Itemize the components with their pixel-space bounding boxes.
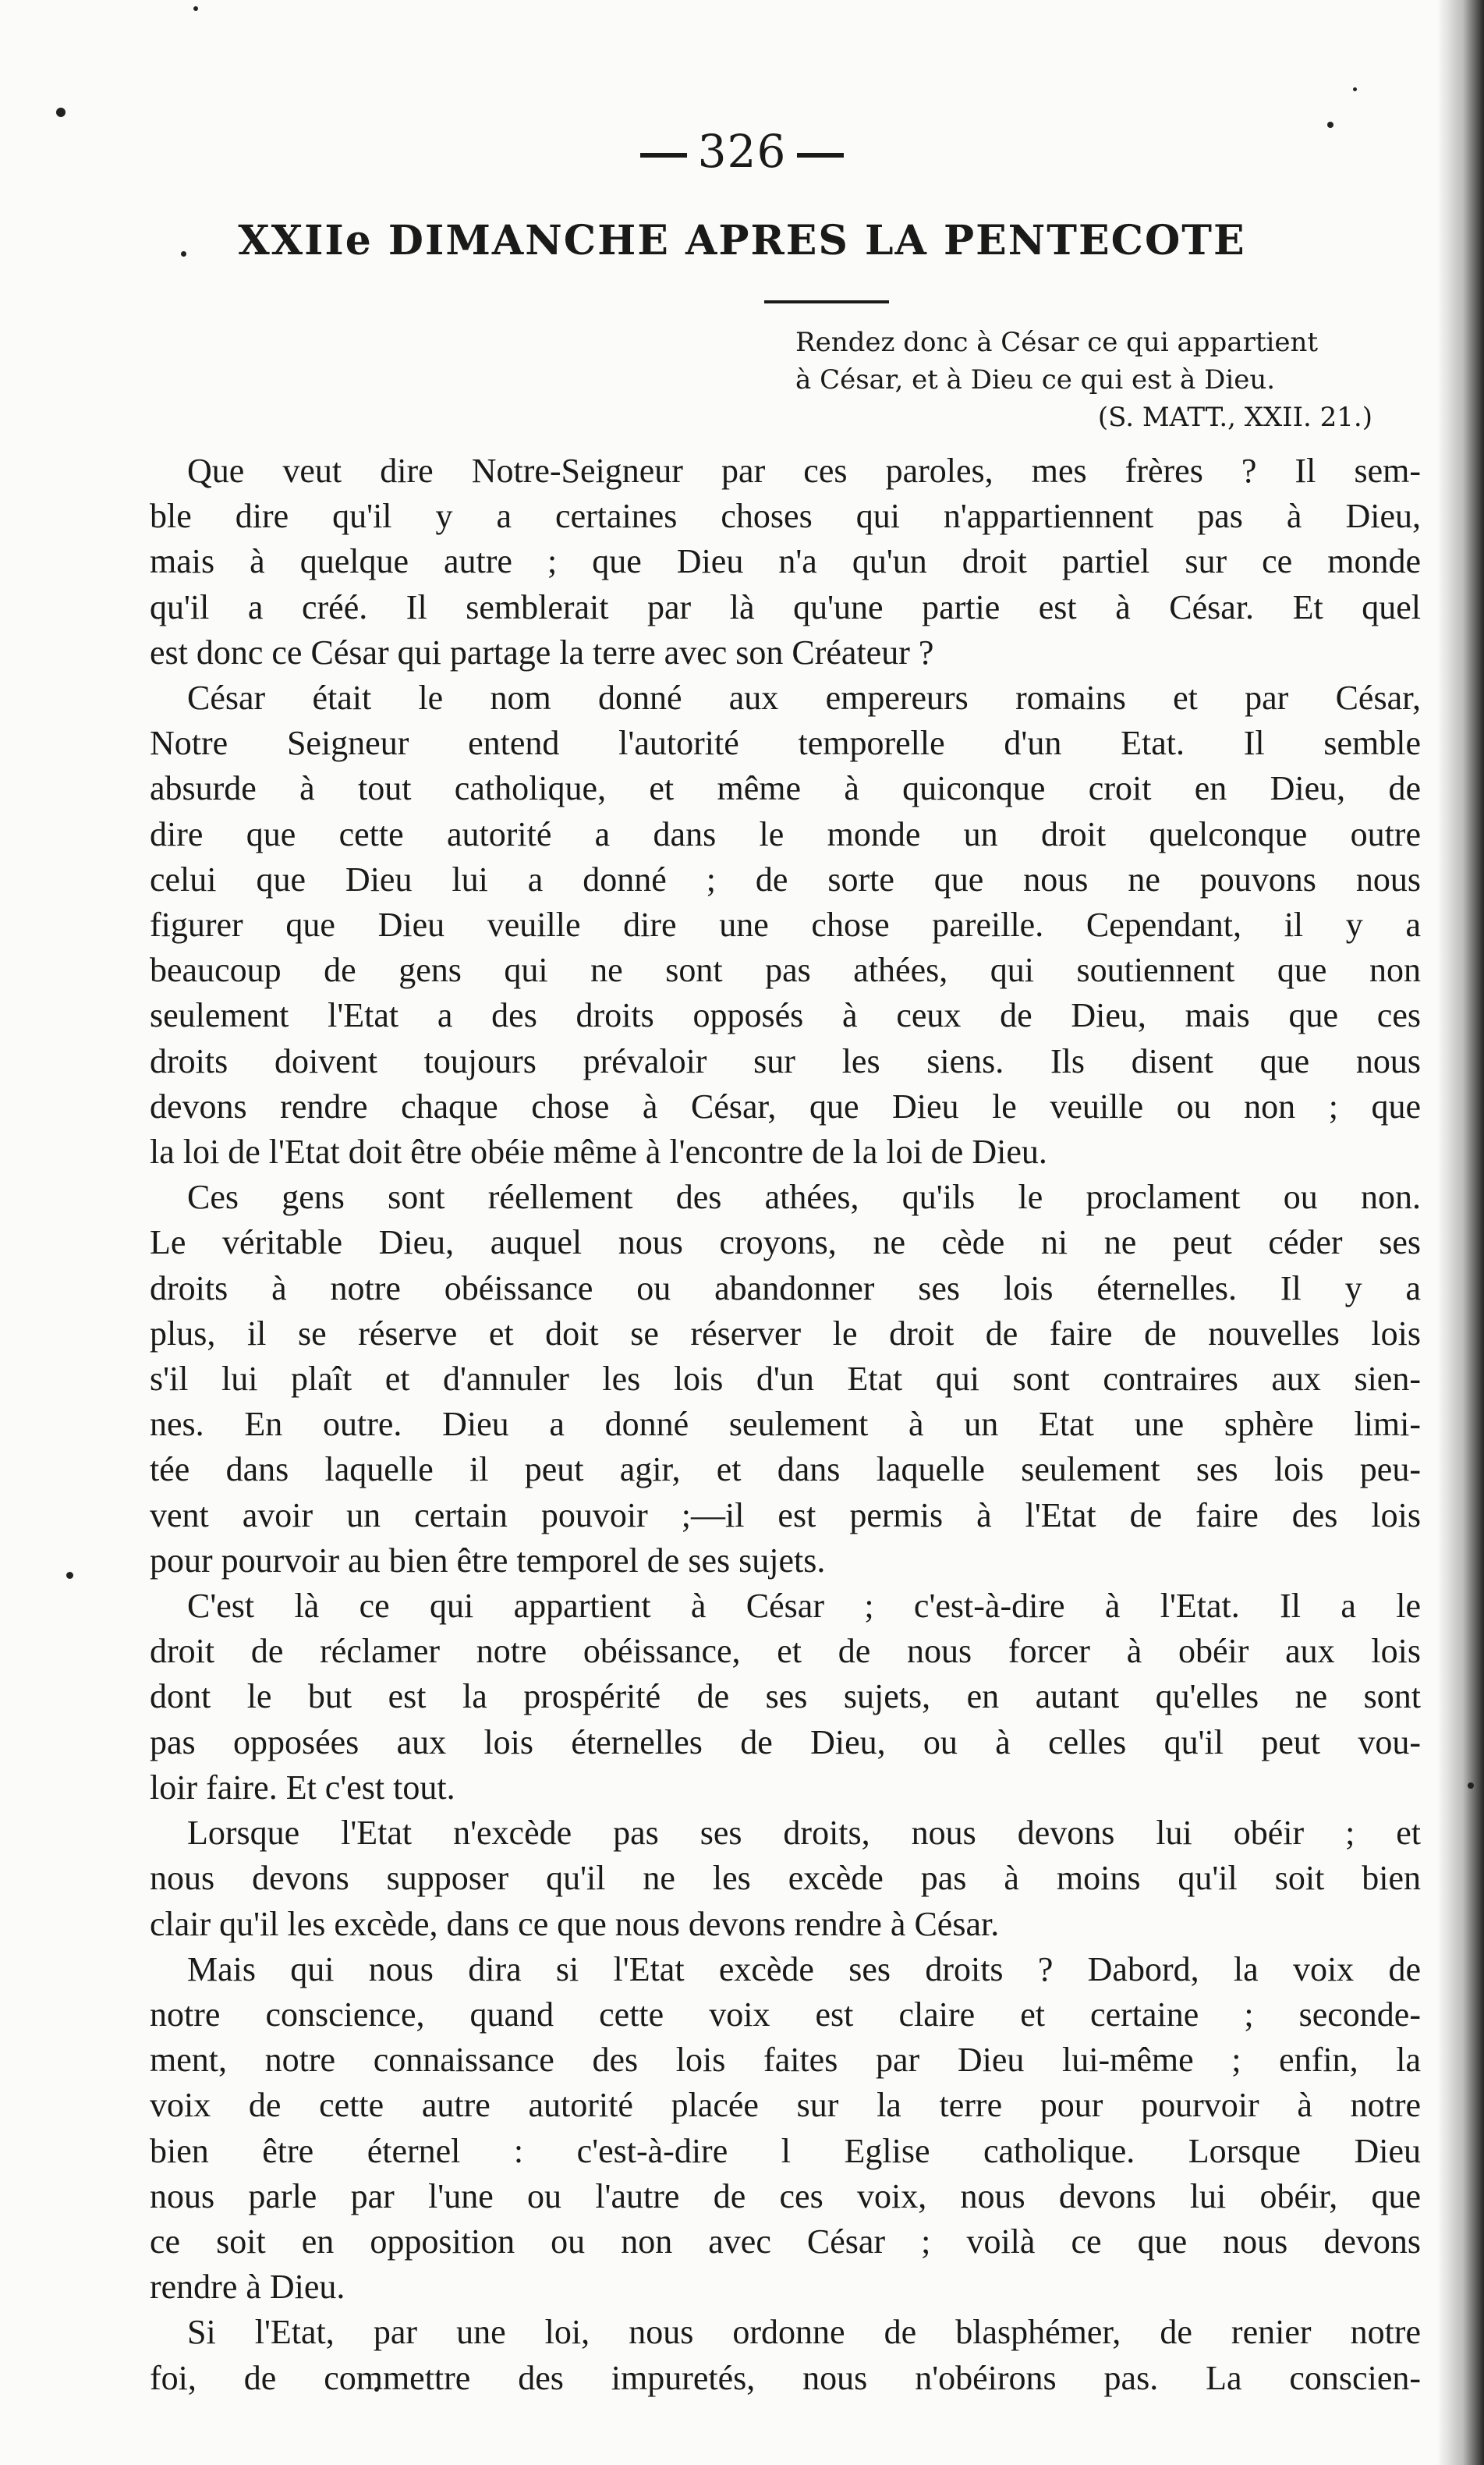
text-line: Que veut dire Notre-Seigneur par ces paroles, mes frères ? Il sem- (187, 452, 1421, 490)
paragraph (150, 1811, 1421, 1947)
text-line: plus, il se réserve et doit se réserver le droit de faire de nouvelles lois (150, 1314, 1421, 1353)
epigraph-reference: (S. MATT., XXII. 21.) (1097, 402, 1372, 433)
text-line: voix de cette autre autorité placée sur la terre pour pourvoir à notre (150, 2086, 1421, 2125)
text-line: celui que Dieu lui a donné ; de sorte que nous ne pouvons nous (150, 860, 1421, 899)
paragraph (150, 1947, 1421, 2311)
paragraph (150, 1175, 1421, 1584)
text-line: mais à quelque autre ; que Dieu n'a qu'un droit partiel sur ce monde (150, 542, 1421, 581)
text-line: absurde à tout catholique, et même à quiconque croit en Dieu, de (150, 769, 1421, 808)
text-line: ble dire qu'il y a certaines choses qui n'appartiennent pas à Dieu, (150, 497, 1421, 536)
ink-speck (66, 1572, 73, 1579)
text-line: César était le nom donné aux empereurs romains et par César, (187, 679, 1421, 718)
text-line: pour pourvoir au bien être temporel de ses sujets. (150, 1541, 826, 1580)
text-line: qu'il a créé. Il semblerait par là qu'une partie est à César. Et quel (150, 587, 1421, 626)
text-line: nous devons supposer qu'il ne les excède pas à moins qu'il soit bien (150, 1859, 1421, 1898)
ink-speck (1353, 87, 1357, 91)
page-number-text: 326 (697, 125, 787, 178)
dash-left (640, 153, 687, 158)
text-line: Si l'Etat, par une loi, nous ordonne de blasphémer, de renier notre (187, 2313, 1421, 2352)
text-line: seulement l'Etat a des droits opposés à ceux de Dieu, mais que ces (150, 996, 1421, 1035)
text-line: figurer que Dieu veuille dire une chose pareille. Cependant, il y a (150, 906, 1421, 945)
text-line: s'il lui plaît et d'annuler les lois d'un Etat qui sont contraires aux sien- (150, 1360, 1421, 1399)
page-edge-shadow (1437, 0, 1484, 2465)
paragraph (150, 449, 1421, 676)
text-line: beaucoup de gens qui ne sont pas athées, qui soutiennent que non (150, 951, 1421, 990)
dash-right (797, 153, 844, 158)
text-line: foi, de commettre des impuretés, nous n'obéirons pas. La conscien- (150, 2358, 1421, 2397)
text-line: est donc ce César qui partage la terre avec son Créateur ? (150, 633, 934, 672)
paragraph (150, 2310, 1421, 2400)
paragraph (150, 676, 1421, 1175)
text-line: Lorsque l'Etat n'excède pas ses droits, nous devons lui obéir ; et (187, 1814, 1421, 1853)
text-line: loir faire. Et c'est tout. (150, 1768, 455, 1807)
text-line: dont le but est la prospérité de ses sujets, en autant qu'elles ne sont (150, 1677, 1421, 1716)
text-line: notre conscience, quand cette voix est claire et certaine ; seconde- (150, 1995, 1421, 2034)
text-line: C'est là ce qui appartient à César ; c'est-à-dire à l'Etat. Il a le (187, 1587, 1421, 1626)
text-line: tée dans laquelle il peut agir, et dans laquelle seulement ses lois peu- (150, 1450, 1421, 1489)
text-line: Mais qui nous dira si l'Etat excède ses droits ? Dabord, la voix de (187, 1949, 1421, 1988)
text-line: droits à notre obéissance ou abandonner ses lois éternelles. Il y a (150, 1268, 1421, 1307)
chapter-title: XXIIe DIMANCHE APRES LA PENTECOTE (238, 217, 1246, 264)
paragraph (150, 1584, 1421, 1811)
ink-speck (193, 6, 198, 11)
body-text (150, 449, 1421, 2401)
text-line: devons rendre chaque chose à César, que Dieu le veuille ou non ; que (150, 1087, 1421, 1126)
title-rule (764, 300, 889, 303)
text-line: Notre Seigneur entend l'autorité temporelle d'un Etat. Il semble (150, 724, 1421, 763)
text-line: la loi de l'Etat doit être obéie même à l'encontre de la loi de Dieu. (150, 1133, 1047, 1172)
text-line: bien être éternel : c'est-à-dire l Eglise catholique. Lorsque Dieu (150, 2131, 1421, 2170)
page-number (0, 125, 1484, 178)
text-line: pas opposées aux lois éternelles de Dieu, ou à celles qu'il peut vou- (150, 1722, 1421, 1761)
text-line: nes. En outre. Dieu a donné seulement à un Etat une sphère limi- (150, 1405, 1421, 1444)
text-line: droit de réclamer notre obéissance, et de nous forcer à obéir aux lois (150, 1632, 1421, 1671)
text-line: Ces gens sont réellement des athées, qu'ils le proclament ou non. (187, 1178, 1421, 1217)
epigraph-line: à César, et à Dieu ce qui est à Dieu. (795, 364, 1276, 395)
ink-speck (1468, 1782, 1474, 1789)
text-line: droits doivent toujours prévaloir sur les siens. Ils disent que nous (150, 1041, 1421, 1080)
epigraph-line: Rendez donc à César ce qui appartient (795, 327, 1319, 358)
text-line: dire que cette autorité a dans le monde un droit quelconque outre (150, 814, 1421, 853)
text-line: nous parle par l'une ou l'autre de ces voix, nous devons lui obéir, que (150, 2176, 1421, 2215)
text-line: clair qu'il les excède, dans ce que nous devons rendre à César. (150, 1904, 1000, 1943)
text-line: Le véritable Dieu, auquel nous croyons, ne cède ni ne peut céder ses (150, 1223, 1421, 1262)
ink-speck (56, 108, 66, 117)
text-line: vent avoir un certain pouvoir ;—il est permis à l'Etat de faire des lois (150, 1495, 1421, 1534)
epigraph (795, 324, 1419, 436)
text-line: ce soit en opposition ou non avec César ; voilà ce que nous devons (150, 2222, 1421, 2261)
text-line: ment, notre connaissance des lois faites par Dieu lui-même ; enfin, la (150, 2041, 1421, 2080)
text-line: rendre à Dieu. (150, 2268, 345, 2307)
